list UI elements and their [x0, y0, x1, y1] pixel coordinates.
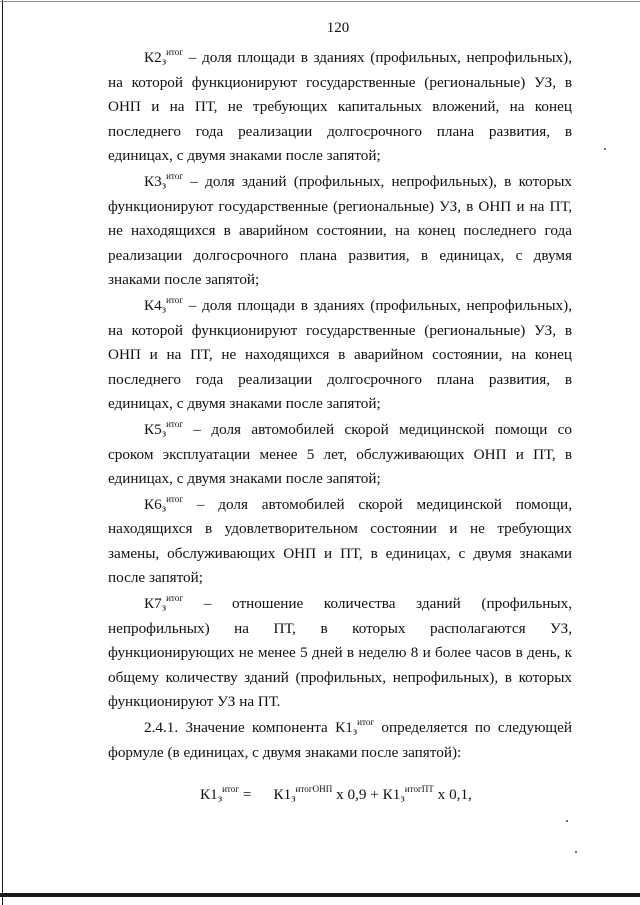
formula-term1-superscript: итогОНП — [295, 784, 333, 795]
indicator-symbol-superscript: итог — [166, 419, 184, 430]
document-body — [108, 46, 572, 808]
formula-equals: = — [242, 786, 252, 804]
indicator-description: – доля автомобилей скорой медицинской помощи со сроком эксплуатации менее 5 лет, обслуживающих ОНП и ПТ, в единицах, с двумя знаками после запятой; — [108, 420, 572, 488]
indicator-definition — [108, 46, 572, 169]
scan-left-edge-line — [2, 0, 3, 905]
formula-term2-symbol: К1 — [382, 786, 401, 804]
indicator-definition — [108, 170, 572, 293]
scan-speck — [566, 820, 568, 822]
indicator-description: – доля автомобилей скорой медицинской помощи, находящихся в удовлетворительном состоянии и не требующих замены, обслуживающих ОНП и ПТ, в единицах, с двумя знаками после запятой; — [108, 495, 572, 587]
formula-term2-subscript: з — [400, 792, 405, 805]
scan-speck — [575, 851, 577, 853]
formula-term1-subscript: з — [291, 792, 296, 805]
indicator-description: – доля площади в зданиях (профильных, непрофильных), на которой функционируют государственные (региональные) УЗ, в ОНП и на ПТ, не находящихся в аварийном состоянии, на конец последнего года реализации долгосрочного плана развития, в единицах, с двумя знаками после запятой; — [108, 296, 572, 413]
indicator-symbol: К5 — [144, 420, 162, 438]
formula-lhs-superscript: итог — [222, 784, 240, 795]
indicator-symbol: К6 — [144, 495, 162, 513]
indicator-symbol-subscript: з — [161, 427, 167, 440]
indicator-symbol-subscript: з — [161, 179, 167, 192]
page-number: 120 — [326, 20, 350, 36]
formula — [108, 783, 572, 808]
indicator-symbol-superscript: итог — [166, 295, 184, 306]
section-2-4-1 — [108, 716, 572, 765]
indicator-description: – доля зданий (профильных, непрофильных), в которых функционируют государственные (региональные) УЗ, в ОНП и на ПТ, не находящихся в аварийном состоянии, на конец последнего года реализации долгосрочного плана развития, в единицах, с двумя знаками после запятой; — [108, 172, 572, 289]
indicator-symbol: К2 — [144, 49, 162, 66]
indicator-symbol: К3 — [144, 172, 162, 190]
formula-term2-factor: х 0,1, — [433, 786, 472, 804]
indicator-description: – отношение количества зданий (профильных, непрофильных) на ПТ, в которых располагаются УЗ, функционирующих не менее 5 дней в неделю 8 и более часов в день, к общему количеству зданий (профильных, непрофильных), в которых функционируют УЗ на ПТ. — [108, 595, 572, 711]
indicator-definition — [108, 294, 572, 417]
indicator-symbol: К4 — [144, 296, 162, 314]
formula-term2-superscript: итогПТ — [404, 784, 434, 795]
indicator-symbol-superscript: итог — [166, 493, 184, 504]
indicator-symbol-superscript: итог — [166, 171, 184, 182]
indicator-symbol-subscript: з — [161, 502, 167, 515]
scan-top-edge-line — [0, 1, 640, 2]
section-symbol: К1 — [335, 719, 353, 737]
formula-term1-symbol: К1 — [273, 786, 292, 804]
section-lead: 2.4.1. Значение компонента — [144, 719, 336, 737]
formula-lhs-subscript: з — [217, 792, 223, 805]
formula-lhs-symbol: К1 — [200, 786, 218, 804]
indicator-symbol-superscript: итог — [166, 593, 184, 604]
indicator-definition — [108, 493, 572, 591]
section-symbol-superscript: итог — [357, 717, 375, 728]
indicator-symbol-superscript: итог — [166, 47, 184, 58]
indicator-symbol-subscript: з — [161, 601, 167, 614]
section-tail: определяется по следующей формуле (в единицах, с двумя знаками после запятой): — [108, 719, 572, 761]
indicator-symbol-subscript: з — [161, 303, 167, 316]
scan-speck — [604, 148, 606, 150]
section-symbol-subscript: з — [352, 725, 358, 738]
indicator-symbol-subscript: з — [161, 55, 167, 68]
indicator-definition — [108, 418, 572, 492]
indicator-symbol: К7 — [144, 595, 162, 613]
indicator-definition — [108, 592, 572, 715]
scan-bottom-edge-line — [0, 893, 640, 897]
indicator-description: – доля площади в зданиях (профильных, непрофильных), на которой функционируют государственные (региональные) УЗ, в ОНП и на ПТ, не требующих капитальных вложений, на конец последнего года реализации долгосрочного плана развития, в единицах, с двумя знаками после запятой; — [108, 49, 572, 165]
formula-term1-factor: х 0,9 + — [332, 786, 383, 804]
